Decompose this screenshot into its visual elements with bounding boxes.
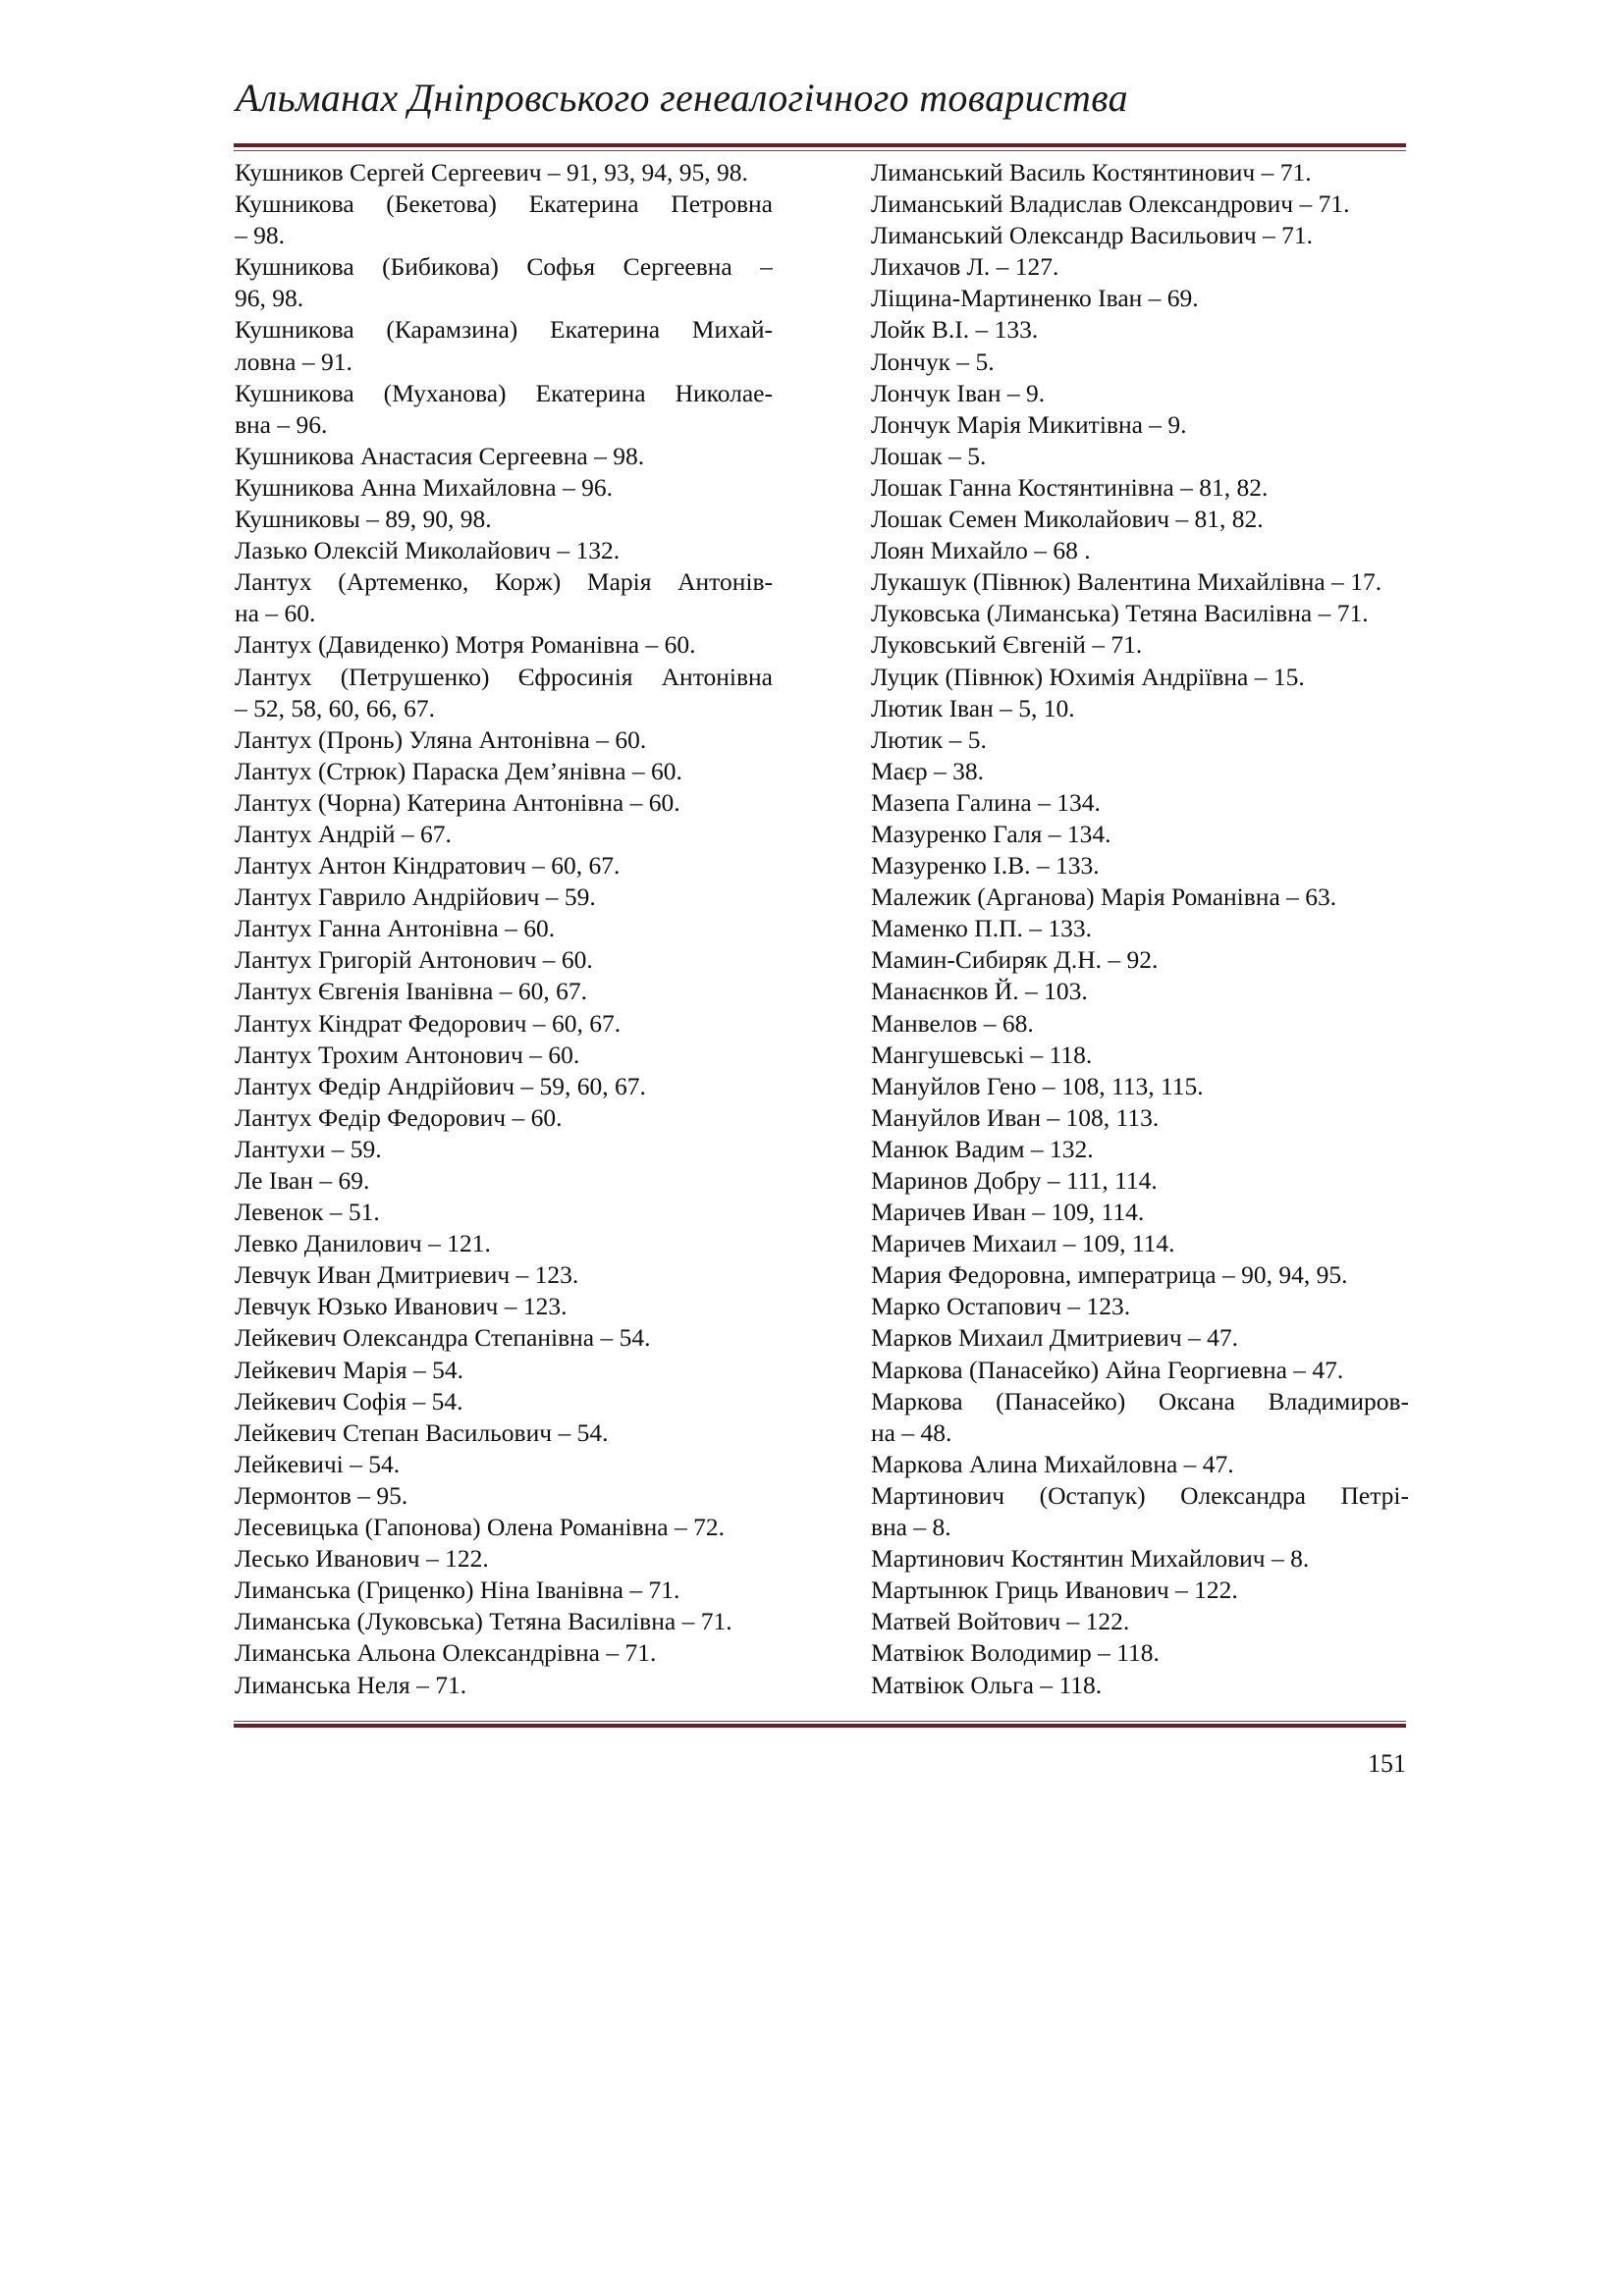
index-entry-line: Лантух (Пронь) Уляна Антонівна – 60. bbox=[235, 724, 647, 754]
index-entry-line: Кушникова Анна Михайловна – 96. bbox=[235, 472, 613, 502]
index-entry-line: Мазуренко Галя – 134. bbox=[871, 819, 1111, 848]
index-entry-line: Лантух Григорій Антонович – 60. bbox=[235, 945, 593, 975]
index-entry-line: Кушникова (Бекетова) Екатерина Петровна bbox=[235, 189, 773, 219]
index-entry-line: Лиманський Олександр Васильович – 71. bbox=[871, 221, 1314, 250]
index-entry-line: Маричев Михаил – 109, 114. bbox=[871, 1229, 1175, 1258]
index-entry-line: Мангушевські – 118. bbox=[871, 1040, 1093, 1069]
index-entry-line: Лукашук (Півнюк) Валентина Михайлівна – 17. bbox=[871, 567, 1382, 597]
index-entry-line: Лошак Ганна Костянтинівна – 81, 82. bbox=[871, 472, 1269, 502]
index-entry-line: Лермонтов – 95. bbox=[235, 1480, 408, 1510]
index-entry-line: Лиманська (Луковська) Тетяна Василівна – 71. bbox=[235, 1607, 732, 1636]
index-entry-line: Мартынюк Гриць Иванович – 122. bbox=[871, 1575, 1238, 1605]
index-entry-line: Лантух Трохим Антонович – 60. bbox=[235, 1040, 580, 1069]
index-entry-line: Мануйлов Иван – 108, 113. bbox=[871, 1102, 1160, 1132]
index-entry-line: Мазепа Галина – 134. bbox=[871, 787, 1101, 817]
index-entry-line: Лантух Федір Андрійович – 59, 60, 67. bbox=[235, 1071, 646, 1100]
index-entry-line: Матвей Войтович – 122. bbox=[871, 1607, 1130, 1636]
index-column-right bbox=[871, 157, 1409, 1701]
index-entry-line: Маєр – 38. bbox=[871, 756, 985, 785]
header-rule-thick bbox=[234, 143, 1406, 147]
index-entry-line: Лютик Іван – 5, 10. bbox=[871, 693, 1075, 722]
index-entry-line: Манюк Вадим – 132. bbox=[871, 1134, 1094, 1163]
index-entry-line: Лантух (Чорна) Катерина Антонівна – 60. bbox=[235, 787, 680, 817]
index-entry-line: Лантух (Давиденко) Мотря Романівна – 60. bbox=[235, 630, 696, 660]
index-entry-line: Кушниковы – 89, 90, 98. bbox=[235, 505, 492, 534]
index-column-left bbox=[235, 157, 773, 1701]
index-entry-line: Манвелов – 68. bbox=[871, 1008, 1034, 1038]
index-entry-line: Марко Остапович – 123. bbox=[871, 1292, 1131, 1321]
index-entry-line: Лойк В.І. – 133. bbox=[871, 315, 1039, 345]
index-entry-line: Манаєнков Й. – 103. bbox=[871, 977, 1088, 1006]
index-entry-line: Маменко П.П. – 133. bbox=[871, 914, 1093, 943]
index-entry-line: Луковський Євгеній – 71. bbox=[871, 630, 1143, 660]
index-entry-line: Маркова (Панасейко) Айна Георгиевна – 47. bbox=[871, 1355, 1344, 1384]
index-entry-line: Лантух (Петрушенко) Єфросинія Антонівна bbox=[235, 662, 773, 691]
index-entry-line: Лошак – 5. bbox=[871, 441, 987, 470]
index-entry-line: Лютик – 5. bbox=[871, 724, 987, 754]
index-entry-line: Лантух Антон Кіндратович – 60, 67. bbox=[235, 851, 621, 881]
index-entry-line: 96, 98. bbox=[235, 284, 304, 313]
index-entry-line: Лихачов Л. – 127. bbox=[871, 252, 1059, 282]
index-entry-line: – 52, 58, 60, 66, 67. bbox=[235, 693, 435, 722]
index-entry-line: Левчук Юзько Иванович – 123. bbox=[235, 1292, 568, 1321]
index-entry-line: Лиманський Владислав Олександрович – 71. bbox=[871, 189, 1350, 219]
index-entry-line: Левенок – 51. bbox=[235, 1198, 380, 1227]
index-entry-line: Кушников Сергей Сергеевич – 91, 93, 94, 95, 98. bbox=[235, 158, 748, 187]
index-entry-line: на – 48. bbox=[871, 1417, 952, 1447]
index-entry-line: Лончук Іван – 9. bbox=[871, 378, 1046, 407]
index-entry-line: Лейкевич Софія – 54. bbox=[235, 1386, 463, 1415]
index-entry-line: Кушникова (Карамзина) Екатерина Михай- bbox=[235, 315, 773, 345]
index-entry-line: Лончук Марія Микитівна – 9. bbox=[871, 409, 1187, 439]
index-entry-line: Маркова Алина Михайловна – 47. bbox=[871, 1449, 1234, 1478]
header-rule-thin bbox=[234, 150, 1406, 151]
index-entry-line: Мануйлов Гено – 108, 113, 115. bbox=[871, 1071, 1204, 1100]
index-entry-line: Маричев Иван – 109, 114. bbox=[871, 1198, 1145, 1227]
index-entry-line: Лесевицька (Гапонова) Олена Романівна – 72. bbox=[235, 1513, 725, 1542]
index-entry-line: Кушникова Анастасия Сергеевна – 98. bbox=[235, 441, 645, 470]
index-entry-line: Мартинович Костянтин Михайлович – 8. bbox=[871, 1544, 1310, 1574]
index-entry-line: Мазуренко І.В. – 133. bbox=[871, 851, 1100, 881]
index-entry-line: Луцик (Півнюк) Юхимія Андріївна – 15. bbox=[871, 662, 1305, 691]
index-entry-line: Лиманська Неля – 71. bbox=[235, 1670, 467, 1699]
index-entry-line: на – 60. bbox=[235, 599, 316, 628]
index-entry-line: Маркова (Панасейко) Оксана Владимиров- bbox=[871, 1386, 1409, 1415]
footer-rule-thick bbox=[234, 1724, 1406, 1728]
index-entry-line: Лантух Кіндрат Федорович – 60, 67. bbox=[235, 1008, 622, 1038]
index-entry-line: Лоян Михайло – 68 . bbox=[871, 536, 1091, 565]
index-entry-line: Лончук – 5. bbox=[871, 347, 995, 376]
index-entry-line: Лантух Євгенія Іванівна – 60, 67. bbox=[235, 977, 587, 1006]
index-entry-line: Лантух Федір Федорович – 60. bbox=[235, 1102, 563, 1132]
index-entry-line: Лантух Андрій – 67. bbox=[235, 819, 452, 848]
index-entry-line: Лошак Семен Миколайович – 81, 82. bbox=[871, 505, 1264, 534]
index-entry-line: Матвіюк Володимир – 118. bbox=[871, 1638, 1160, 1668]
index-entry-line: вна – 96. bbox=[235, 409, 328, 439]
index-entry-line: Ліщина-Мартиненко Іван – 69. bbox=[871, 284, 1199, 313]
index-entry-line: Луковська (Лиманська) Тетяна Василівна – 71. bbox=[871, 599, 1369, 628]
index-entry-line: Кушникова (Муханова) Екатерина Николае- bbox=[235, 378, 773, 407]
index-entry-line: Лиманська (Гриценко) Ніна Іванівна – 71. bbox=[235, 1575, 680, 1605]
index-entry-line: Лесько Иванович – 122. bbox=[235, 1544, 489, 1574]
index-entry-line: Лиманська Альона Олександрівна – 71. bbox=[235, 1638, 657, 1668]
index-entry-line: Ле Іван – 69. bbox=[235, 1166, 370, 1195]
almanac-title: Альманах Дніпровського генеалогічного товариства bbox=[236, 76, 1128, 120]
index-entry-line: Лазько Олексій Миколайович – 132. bbox=[235, 536, 621, 565]
index-entry-line: Лантухи – 59. bbox=[235, 1134, 382, 1163]
index-entry-line: ловна – 91. bbox=[235, 347, 352, 376]
index-entry-line: Лиманський Василь Костянтинович – 71. bbox=[871, 158, 1312, 187]
index-entry-line: Матвіюк Ольга – 118. bbox=[871, 1670, 1103, 1699]
index-entry-line: Левчук Иван Дмитриевич – 123. bbox=[235, 1260, 579, 1290]
index-entry-line: Лантух Гаврило Андрійович – 59. bbox=[235, 882, 596, 912]
index-entry-line: Лейкевич Марія – 54. bbox=[235, 1355, 463, 1384]
index-entry-line: Кушникова (Бибикова) Софья Сергеевна – bbox=[235, 252, 773, 282]
index-entry-line: – 98. bbox=[235, 221, 285, 250]
index-entry-line: Марков Михаил Дмитриевич – 47. bbox=[871, 1323, 1239, 1353]
index-entry-line: вна – 8. bbox=[871, 1513, 951, 1542]
index-entry-line: Лантух (Артеменко, Корж) Марія Антонів- bbox=[235, 567, 773, 597]
index-entry-line: Лейкевич Степан Васильович – 54. bbox=[235, 1417, 609, 1447]
index-entry-line: Мартинович (Остапук) Олександра Петрі- bbox=[871, 1480, 1409, 1510]
index-entry-line: Лантух (Стрюк) Параска Дем’янівна – 60. bbox=[235, 756, 682, 785]
index-entry-line: Маринов Добру – 111, 114. bbox=[871, 1166, 1158, 1195]
index-entry-line: Лантух Ганна Антонівна – 60. bbox=[235, 914, 556, 943]
index-entry-line: Лейкевичі – 54. bbox=[235, 1449, 401, 1478]
footer-rule-thin bbox=[234, 1721, 1406, 1722]
index-entry-line: Мамин-Сибиряк Д.Н. – 92. bbox=[871, 945, 1159, 975]
page-number: 151 bbox=[1368, 1749, 1406, 1778]
index-entry-line: Мария Федоровна, императрица – 90, 94, 95. bbox=[871, 1260, 1348, 1290]
index-entry-line: Левко Данилович – 121. bbox=[235, 1229, 491, 1258]
index-entry-line: Малежик (Арганова) Марія Романівна – 63. bbox=[871, 882, 1337, 912]
index-entry-line: Лейкевич Олександра Степанівна – 54. bbox=[235, 1323, 651, 1353]
